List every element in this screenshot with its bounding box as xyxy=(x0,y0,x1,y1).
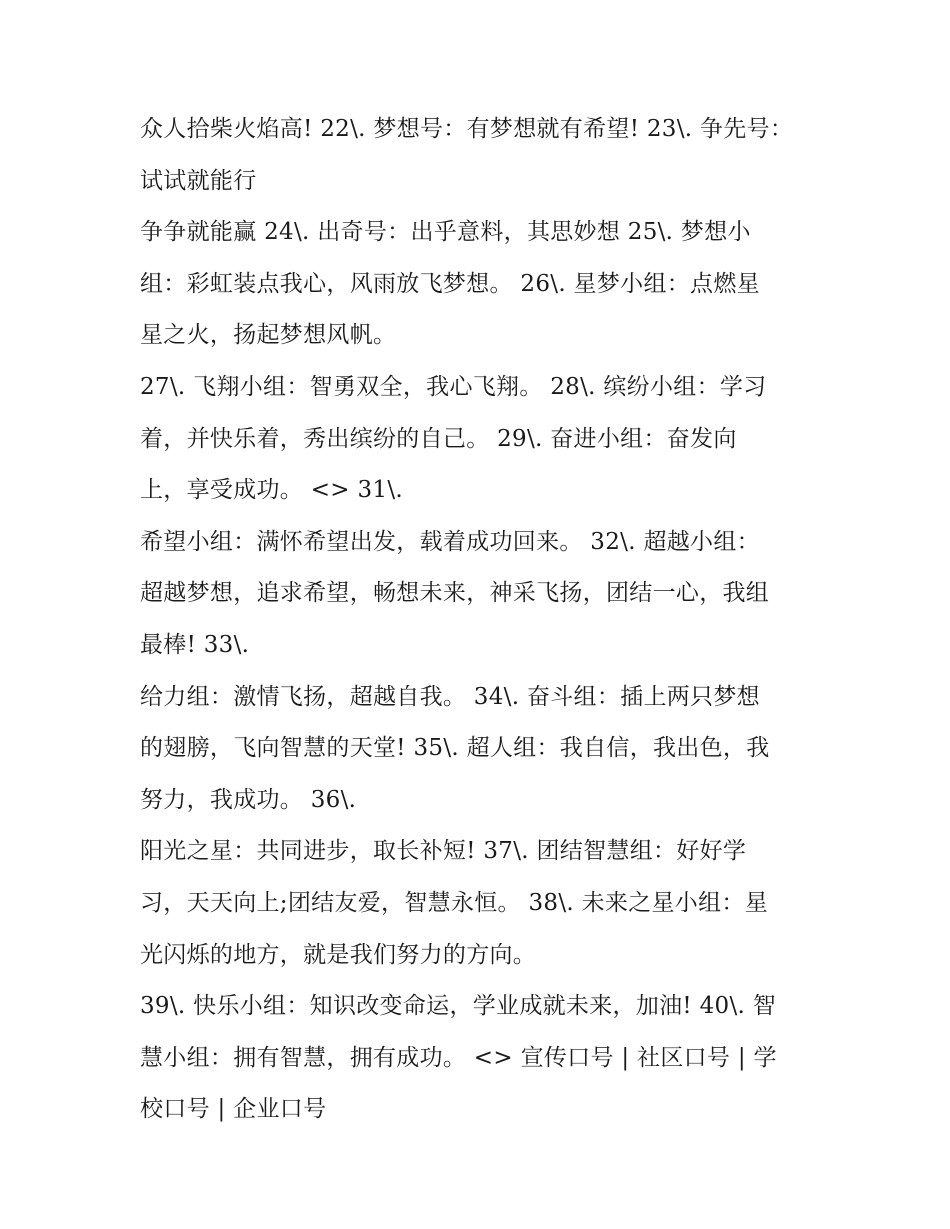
text-line: 上，享受成功。 <> 31\. xyxy=(140,477,403,504)
text-line: 最棒! 33\. xyxy=(140,631,250,658)
text-line: 着，并快乐着，秀出缤纷的自己。 29\. 奋进小组：奋发向 xyxy=(140,425,737,452)
text-line: 组：彩虹装点我心，风雨放飞梦想。 26\. 星梦小组：点燃星 xyxy=(140,270,760,297)
text-line: 希望小组：满怀希望出发，载着成功回来。 32\. 超越小组： xyxy=(140,528,760,555)
text-line: 39\. 快乐小组：知识改变命运，学业成就未来，加油! 40\. 智 xyxy=(140,993,777,1020)
text-line: 争争就能赢 24\. 出奇号：出乎意料，其思妙想 25\. 梦想小 xyxy=(140,219,751,246)
text-line: 慧小组：拥有智慧，拥有成功。 <> 宣传口号 | 社区口号 | 学 xyxy=(140,1044,777,1071)
text-line: 给力组：激情飞扬，超越自我。 34\. 奋斗组：插上两只梦想 xyxy=(140,683,760,710)
text-line: 众人拾柴火焰高! 22\. 梦想号：有梦想就有希望! 23\. 争先号： xyxy=(140,116,794,142)
text-line: 星之火，扬起梦想风帆。 xyxy=(140,322,397,349)
text-line: 校口号 | 企业口号 xyxy=(140,1096,327,1123)
text-line: 习，天天向上;团结友爱，智慧永恒。 38\. 未来之星小组：星 xyxy=(140,889,768,916)
text-line: 阳光之星：共同进步，取长补短! 37\. 团结智慧组：好好学 xyxy=(140,838,747,865)
text-line: 试试就能行 xyxy=(140,167,257,194)
text-line: 的翅膀，飞向智慧的天堂! 35\. 超人组：我自信，我出色，我 xyxy=(140,735,770,762)
text-line: 27\. 飞翔小组：智勇双全，我心飞翔。 28\. 缤纷小组：学习 xyxy=(140,373,767,400)
text-line: 努力，我成功。 36\. xyxy=(140,786,357,813)
document-body xyxy=(140,104,820,1136)
text-line: 光闪烁的地方，就是我们努力的方向。 xyxy=(140,941,537,968)
text-line: 超越梦想，追求希望，畅想未来，神采飞扬，团结一心，我组 xyxy=(140,580,770,607)
